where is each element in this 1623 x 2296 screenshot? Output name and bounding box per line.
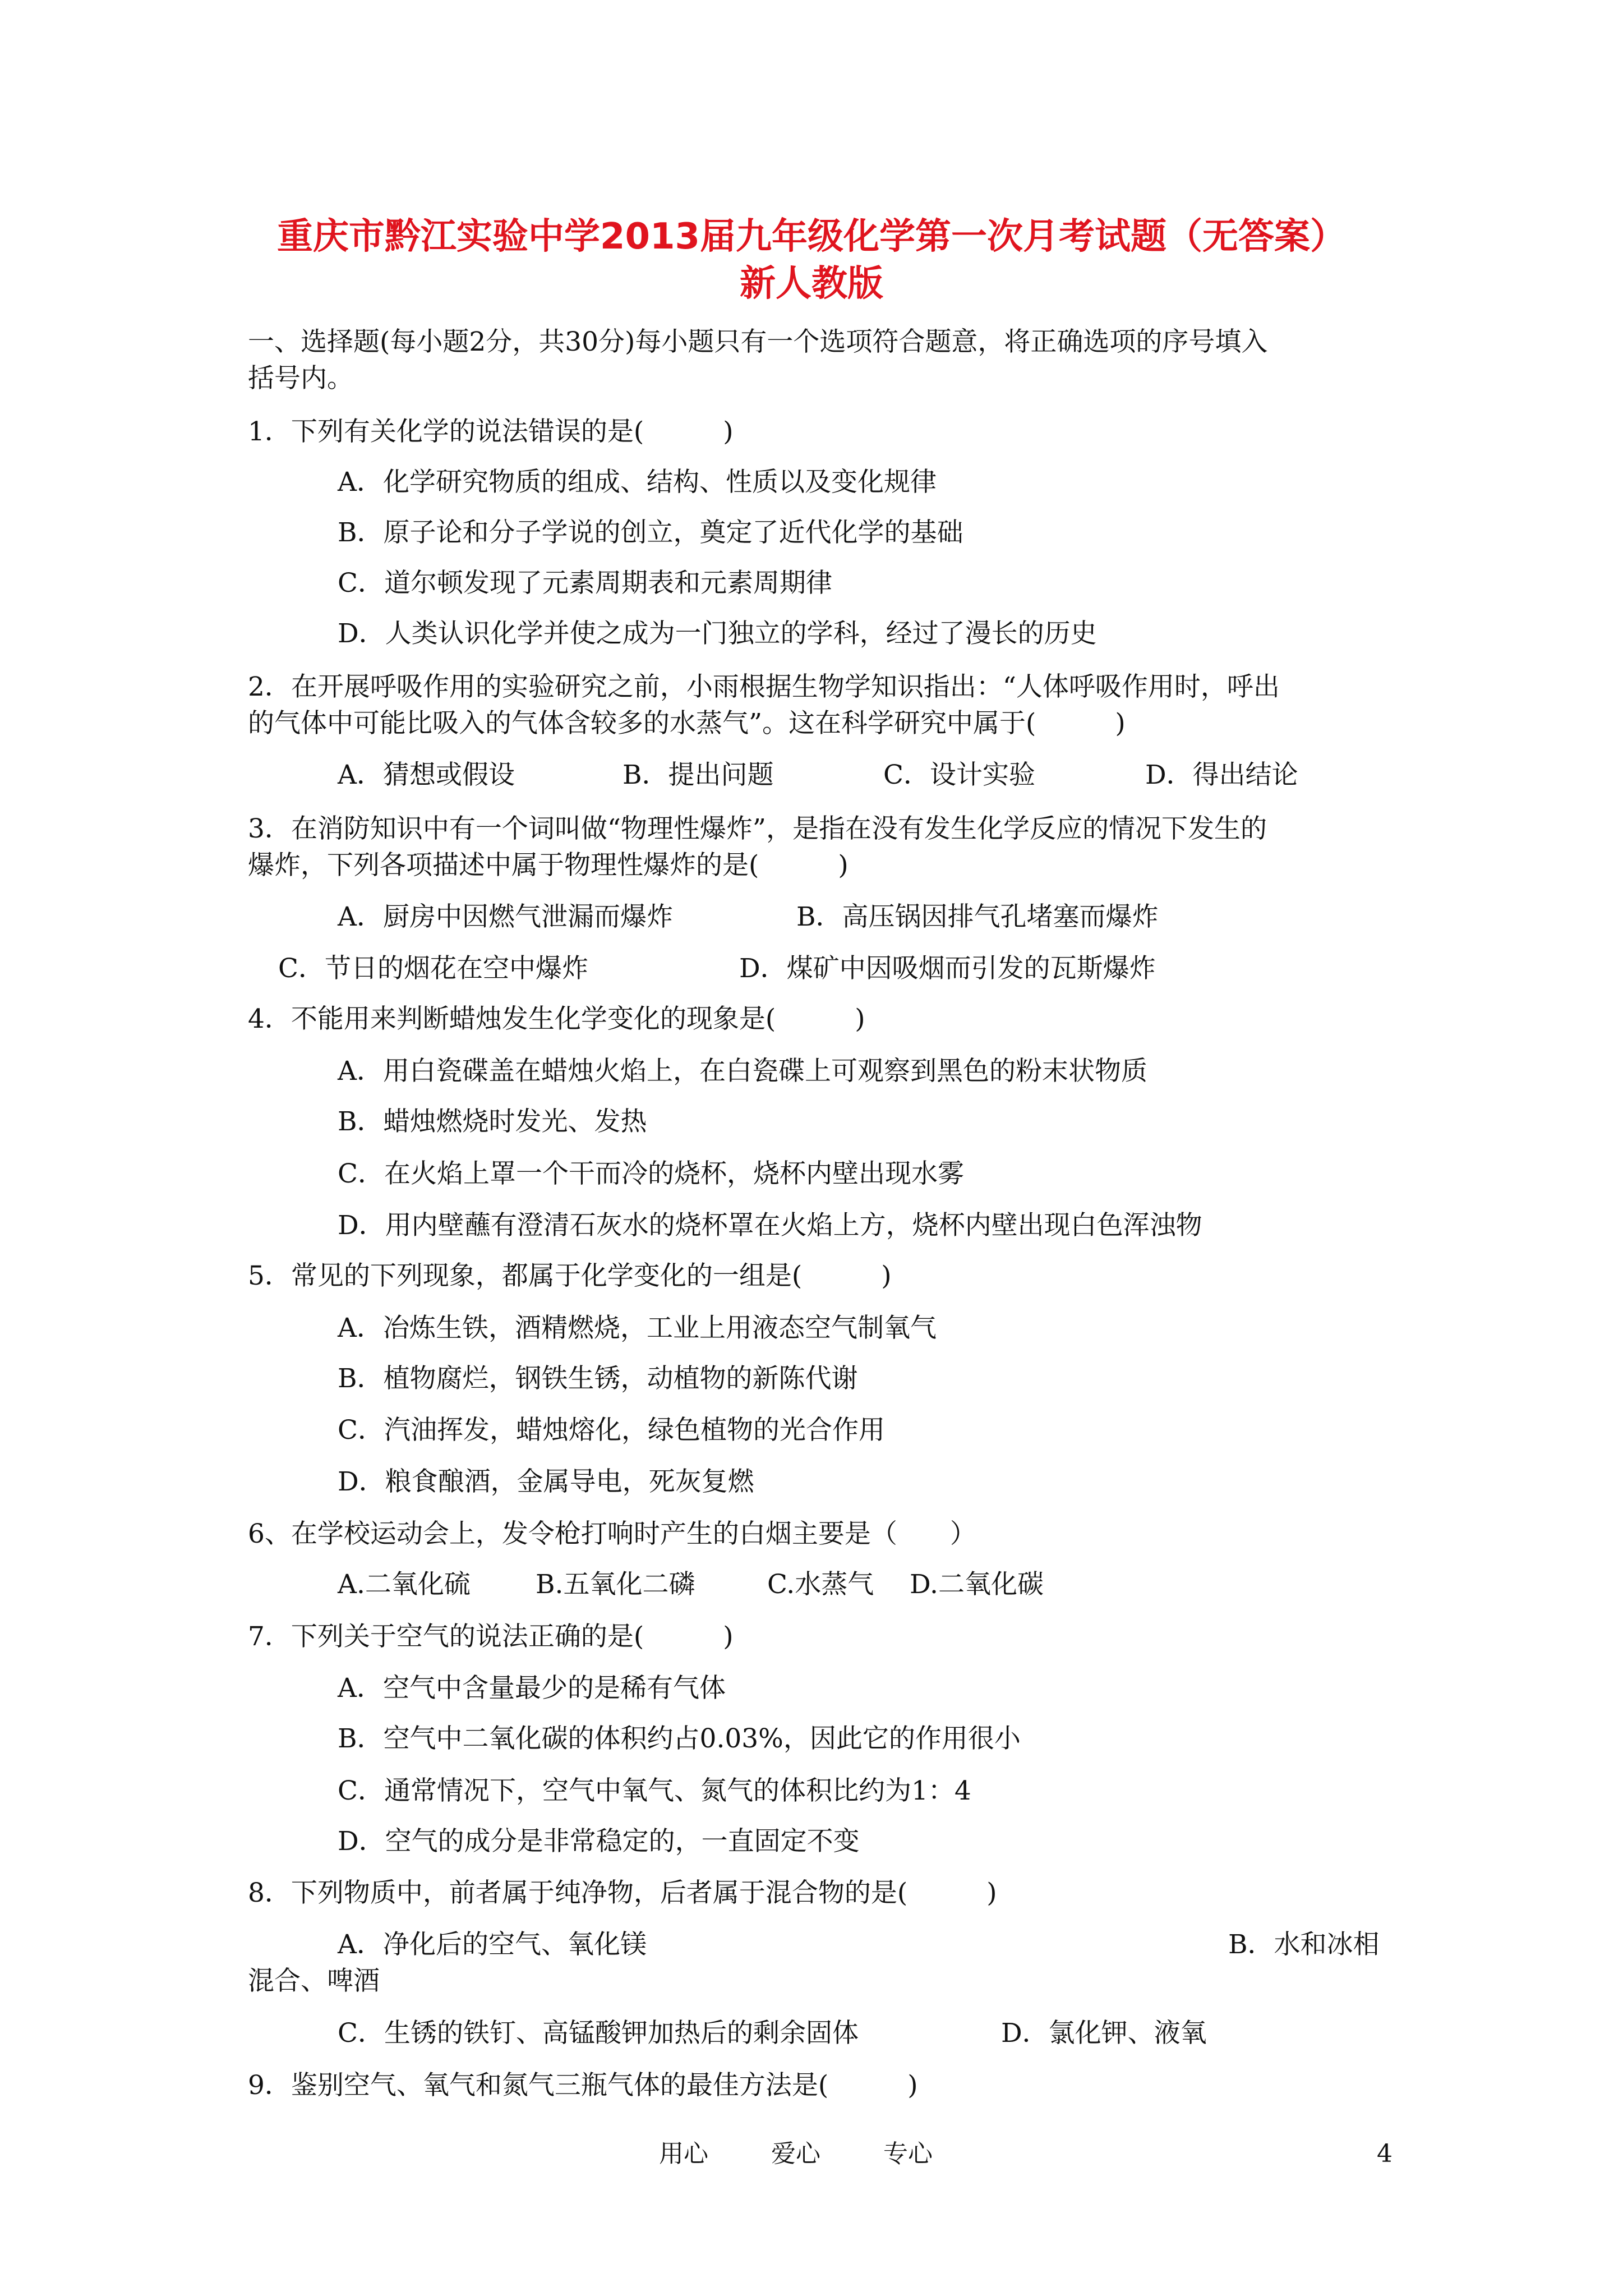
- question-5-option-b: B．植物腐烂，钢铁生锈，动植物的新陈代谢: [338, 1363, 858, 1394]
- section-instructions-line2: 括号内。: [248, 363, 353, 394]
- document-subtitle: 新人教版: [740, 263, 883, 305]
- question-2-option-c: C．设计实验: [883, 760, 1035, 790]
- question-9: 9．鉴别空气、氧气和氮气三瓶气体的最佳方法是( ): [248, 2070, 918, 2101]
- footer-motto-3: 专心: [883, 2139, 933, 2168]
- question-6-option-b: B.五氧化二磷: [536, 1569, 695, 1600]
- question-3-line1: 3．在消防知识中有一个词叫做“物理性爆炸”，是指在没有发生化学反应的情况下发生的: [248, 813, 1267, 844]
- question-7-option-a: A．空气中含量最少的是稀有气体: [338, 1673, 726, 1704]
- question-5-option-c: C．汽油挥发，蜡烛熔化，绿色植物的光合作用: [338, 1415, 885, 1446]
- question-5-option-d: D．粮食酿酒，金属导电，死灰复燃: [338, 1466, 754, 1497]
- question-3-option-c: C．节日的烟花在空中爆炸: [278, 953, 588, 984]
- question-4-option-a: A．用白瓷碟盖在蜡烛火焰上，在白瓷碟上可观察到黑色的粉末状物质: [338, 1056, 1147, 1087]
- question-6-option-a: A.二氧化硫: [338, 1569, 471, 1600]
- question-2-option-a: A．猜想或假设: [338, 760, 515, 790]
- question-6: 6、在学校运动会上，发令枪打响时产生的白烟主要是（ ）: [248, 1519, 976, 1549]
- question-6-option-c: C.水蒸气: [767, 1569, 874, 1600]
- question-1-option-c: C．道尔顿发现了元素周期表和元素周期律: [338, 568, 832, 599]
- question-2-line2: 的气体中可能比吸入的气体含较多的水蒸气”。这在科学研究中属于( ): [248, 708, 1126, 739]
- question-8-option-c: C．生锈的铁钉、高锰酸钾加热后的剩余固体: [338, 2018, 859, 2049]
- question-3-option-d: D．煤矿中因吸烟而引发的瓦斯爆炸: [739, 953, 1156, 984]
- question-4-option-d: D．用内壁蘸有澄清石灰水的烧杯罩在火焰上方，烧杯内壁出现白色浑浊物: [338, 1210, 1202, 1241]
- question-2-option-b: B．提出问题: [623, 760, 774, 790]
- page-number: 4: [1377, 2139, 1393, 2168]
- question-3-option-a: A．厨房中因燃气泄漏而爆炸: [338, 901, 673, 932]
- footer-motto-1: 用心: [659, 2139, 708, 2168]
- question-1-option-b: B．原子论和分子学说的创立，奠定了近代化学的基础: [338, 517, 963, 548]
- question-8-option-b: B．水和冰相: [1228, 1929, 1380, 1960]
- question-3-line2: 爆炸，下列各项描述中属于物理性爆炸的是( ): [248, 850, 849, 881]
- document-title: 重庆市黔江实验中学2013届九年级化学第一次月考试题（无答案）: [276, 216, 1347, 257]
- question-8-option-d: D．氯化钾、液氧: [1001, 2018, 1207, 2049]
- question-1-option-d: D．人类认识化学并使之成为一门独立的学科，经过了漫长的历史: [338, 618, 1097, 649]
- question-4: 4．不能用来判断蜡烛发生化学变化的现象是( ): [248, 1004, 865, 1034]
- question-8-option-b-continued: 混合、啤酒: [248, 1966, 380, 1996]
- question-5: 5．常见的下列现象，都属于化学变化的一组是( ): [248, 1260, 892, 1291]
- question-8: 8．下列物质中，前者属于纯净物，后者属于混合物的是( ): [248, 1878, 997, 1908]
- question-1: 1．下列有关化学的说法错误的是( ): [248, 416, 734, 447]
- question-2-option-d: D．得出结论: [1145, 760, 1298, 790]
- question-6-option-d: D.二氧化碳: [910, 1569, 1044, 1600]
- question-3-option-b: B．高压锅因排气孔堵塞而爆炸: [796, 901, 1159, 932]
- question-5-option-a: A．冶炼生铁，酒精燃烧，工业上用液态空气制氧气: [338, 1313, 937, 1343]
- section-instructions-line1: 一、选择题(每小题2分，共30分)每小题只有一个选项符合题意，将正确选项的序号填入: [248, 326, 1268, 357]
- question-7: 7．下列关于空气的说法正确的是( ): [248, 1621, 734, 1652]
- question-4-option-b: B．蜡烛燃烧时发光、发热: [338, 1106, 647, 1137]
- question-2-line1: 2．在开展呼吸作用的实验研究之前，小雨根据生物学知识指出：“人体呼吸作用时，呼出: [248, 671, 1280, 702]
- question-7-option-c: C．通常情况下，空气中氧气、氮气的体积比约为1：4: [338, 1775, 971, 1806]
- question-4-option-c: C．在火焰上罩一个干而冷的烧杯，烧杯内壁出现水雾: [338, 1158, 964, 1189]
- question-8-option-a: A．净化后的空气、氧化镁: [338, 1929, 647, 1960]
- question-7-option-d: D．空气的成分是非常稳定的，一直固定不变: [338, 1826, 860, 1857]
- question-7-option-b: B．空气中二氧化碳的体积约占0.03%，因此它的作用很小: [338, 1723, 1021, 1754]
- question-1-option-a: A．化学研究物质的组成、结构、性质以及变化规律: [338, 467, 937, 498]
- footer-motto-2: 爱心: [771, 2139, 820, 2168]
